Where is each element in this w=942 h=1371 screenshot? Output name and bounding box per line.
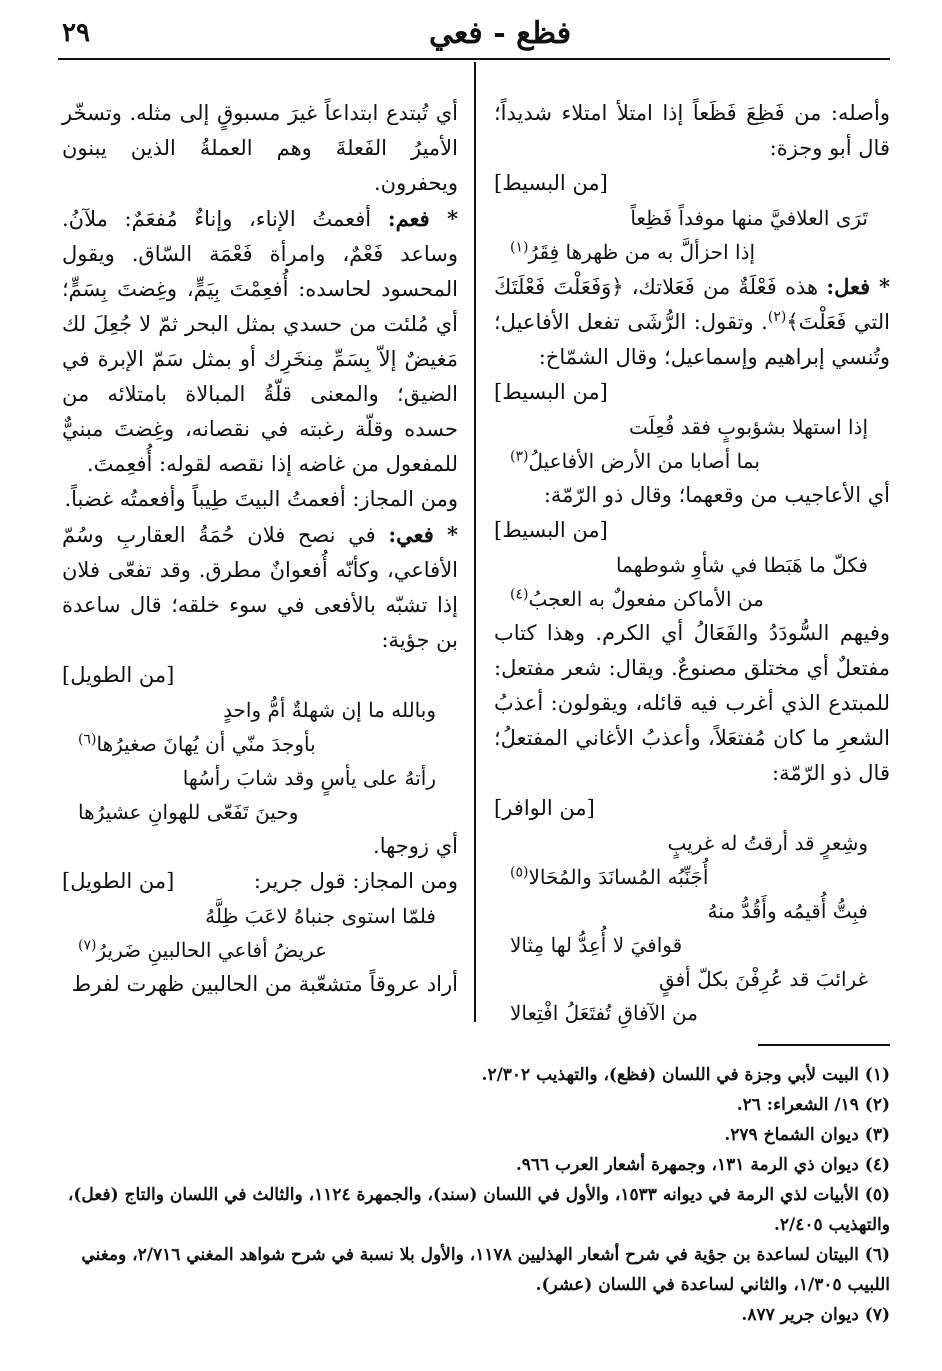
verse-text: بأوجدَ منّي أن يُهانَ صغيرُها [96,732,316,756]
page-header-title: فظع - فعي [428,16,572,51]
footnote-marker: (٦) [78,731,97,748]
paragraph [62,864,458,899]
footnote: (١) البيت لأبي وجزة في اللسان (فظع)، والتهذيب ٢/٣٠٢. [481,1065,890,1085]
verse-text: أُجَنِّبُه المُسانَدَ والمُحَالا [528,865,709,889]
verse-text: بما أصابا من الأرض الأفاعيلُ [528,449,760,473]
footnote: (٤) ديوان ذي الرمة ١٣١، وجمهرة أشعار العرب ٩٦٦. [515,1155,890,1175]
paragraph [494,478,890,548]
page-number: ٢٩ [62,18,90,48]
entry-text: في نصح فلان حُمَةُ العقاربِ وسُمّ الأفاعي، وكأنّه أُفعوانٌ مطرق. وقد تفعّى فلان إذا تشبّه بالأفعى في سوء خلقه؛ قال ساعدة بن جؤية: [62,523,458,652]
footnote: (٣) ديوان الشماخ ٢٧٩. [724,1125,890,1145]
paragraph: ومن المجاز: أفعمتُ البيتَ طِيباً وأفعمتُه غضباً. [64,487,458,511]
entry-paragraph [494,269,890,410]
verse-line: فبِتُّ أُقيمُه وأَقُدُّ منهُ [707,899,868,923]
footnote: (٢) ١٩/ الشعراء: ٢٦. [736,1095,890,1115]
footnote-rule [758,1044,890,1046]
verse-line: إذا استهلا بشؤبوبٍ فقد فُعِلَت [628,415,868,439]
entry-paragraph [62,201,458,482]
paragraph [494,616,890,826]
paragraph: أي زوجها. [373,834,458,858]
meter-label: [من الطويل] [62,663,175,687]
verse-line: من الآفاقِ تُفتَعَلُ افْتِعالا [510,1001,698,1025]
entry-text: هذه فَعْلَةٌ من فَعَلاتك، ﴿وَفَعَلْتَ فَعْلَتَكَ التي فَعَلْتَ﴾ [494,275,890,334]
footnote-marker: (٢) [767,309,787,325]
entry-text: . وتقول: الرُّشَى تفعل الأفاعيل؛ وتُنسي إبراهيم وإسماعيل؛ وقال الشمّاخ: [494,310,890,369]
meter-label: [من الوافر] [494,796,595,820]
footnote: (٦) البيتان لساعدة بن جؤية في شرح أشعار الهذليين ١١٧٨، والأول بلا نسبة في شرح شواهد المغني ٢/٧١٦، ومغني اللبيب ١/٣٠٥، والثاني لساعدة في اللسان (عشر). [81,1245,890,1295]
paragraph: أي تُبتدع ابتداعاً غيرَ مسبوقٍ إلى مثله. وتسخّر الأميرُ الفَعلةَ وهم العملةُ الذين يبنون ويحفرون. [62,101,458,195]
verse-line [62,933,458,967]
verse-text: من الأماكن مفعولٌ به العجبُ [528,587,764,611]
paragraph [494,96,890,201]
header-rule [58,58,890,60]
footnote-marker: (٤) [510,586,529,603]
verse-line: رأتهُ على يأسٍ وقد شابَ رأسُها [182,766,436,790]
entry-headword: * فعل: [826,274,890,299]
verse-line [494,444,890,478]
meter-label: [من الطويل] [62,869,175,893]
paragraph-text: أي الأعاجيب من وقعهما؛ وقال ذو الرّمّة: [543,483,890,507]
verse-line: وبالله ما إن شهلةٌ أمُّ واحدٍ [223,698,436,722]
verse-line: فلمّا استوى جنباهُ لاعَبَ ظِلَّهُ [205,904,436,928]
verse-line: غرائبَ قد عُرِفْنَ بكلّ أفقٍ [658,967,868,991]
verse-text: عريضُ أفاعي الحالبينِ ضَريرُ [96,938,328,962]
entry-headword: * فعي: [388,522,458,547]
footnote-marker: (٧) [78,937,97,954]
meter-label: [من البسيط] [494,380,608,404]
paragraph-text: ومن المجاز: قول جرير: [253,869,458,893]
meter-label: [من البسيط] [494,518,608,542]
footnote-marker: (١) [510,239,529,256]
paragraph: أراد عروقاً متشعّبة من الحالبين ظهرت لفرط [71,972,458,996]
footnotes [62,1060,890,1330]
verse-line: وشِعرٍ قد أرقتُ له غريبٍ [667,831,868,855]
verse-line [62,727,458,761]
meter-label: [من البسيط] [494,171,608,195]
verse-line: تَرَى العلافيَّ منها موفداً فَظِعاً [630,206,868,230]
paragraph-text: وفيهم السُّودَدُ والفَعَالُ أي الكرم. وهذا كتاب مفتعلٌ أي مختلق مصنوعٌ. ويقال: شعر مفتعل: للمبتدع الذي أغرب فيه قائله، ويقولون: أعذبُ الشعرِ ما كان مُفتعَلاً، وأعذبُ الأغاني المفتعلُ؛ قال ذو الرّمّة: [494,621,890,785]
entry-text: أفعمتُ الإناء، وإناءٌ مُفعَمٌ: ملآنُ. وساعد فَعْمٌ، وامرأة فَعْمَة السّاق. ويقول المحسود لحاسده: أُفعِمْتَ بِيَمٍّ، وغِضتَ بِسَمٍّ؛ أي مُلئت من حسدي بمثل البحر ثمّ لا جُعِلَ لك مَغيضٌ إلاّ بِسَمِّ مِنخَرِك أو بمثل سَمّ الإبرة في الضيق؛ والمعنى قلّةُ المبالاة بامتلائه من حسده وقلّة رغبته في نقصانه، وغِضتَ مبنيٌّ للمفعول من غاضه إذا نقصه لقوله: أُفعِمتَ. [62,207,458,476]
right-column [494,96,890,1030]
footnote: (٧) ديوان جرير ٨٧٧. [741,1305,890,1325]
footnote: (٥) الأبيات لذي الرمة في ديوانه ١٥٣٣، والأول في اللسان (سند)، والجمهرة ١١٢٤، والثالث في اللسان والتاج (فعل)، والتهذيب ٢/٤٠٥. [67,1185,890,1235]
verse-line [494,235,890,269]
entry-headword: * فعم: [387,206,458,231]
column-divider [474,62,476,1022]
paragraph-text: وأصله: من فَظِعَ فَظَعاً إذا امتلأ امتلاء شديداً؛ قال أبو وجزة: [494,101,890,160]
left-column [62,96,458,1002]
verse-line: فكلّ ما هَبَطا في شأوِ شوطهما [615,553,868,577]
footnote-marker: (٥) [510,864,529,881]
verse-line: قوافيَ لا أُعِدُّ لها مِثالا [510,933,683,957]
verse-line [494,582,890,616]
verse-text: إذا احزألَّ به من ظهرها فِقَرُ [528,240,756,264]
verse-line [494,860,890,894]
entry-paragraph [62,517,458,693]
footnote-marker: (٣) [510,448,529,465]
verse-line: وحينَ تَفَعّى للهوانِ عشيرُها [78,800,299,824]
